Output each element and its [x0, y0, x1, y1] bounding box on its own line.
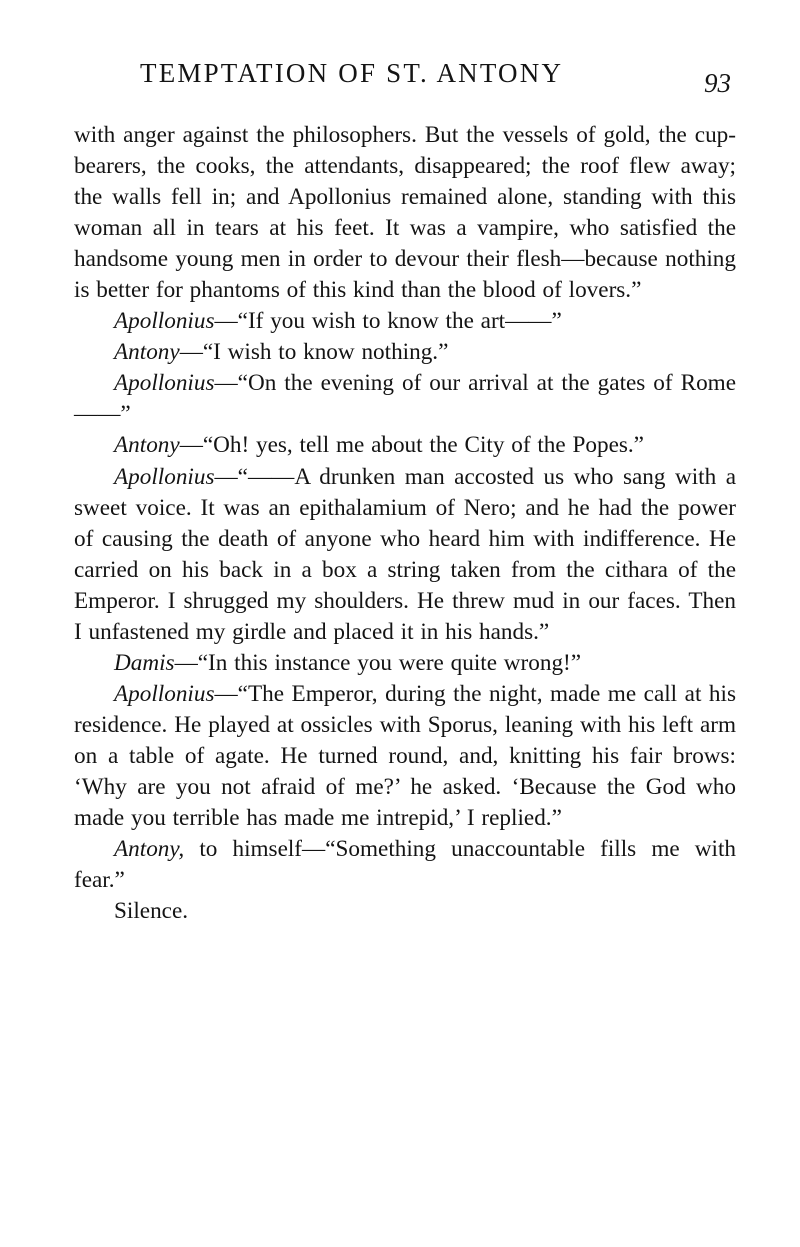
speaker-name: Antony: [114, 339, 180, 366]
speaker-name: Antony: [114, 432, 180, 459]
paragraph-text: —“The Emperor, during the night, made me call at his residence. He played at ossicles with Sporus, leaning with his left arm on a table of agate. He turned round, and, knitting his fair brows: ‘Why are you not afraid of me?’ he asked. ‘Because the God who made you terrible has made me intrepid,’ I replied.”: [74, 680, 736, 832]
paragraph: [74, 462, 736, 648]
paragraph-text: —“On the evening of our arrival at the gates of Rome——”: [74, 370, 736, 428]
paragraph: [74, 368, 736, 430]
paragraph-text: Silence.: [114, 898, 189, 925]
speaker-name: Apollonius: [114, 308, 215, 335]
speaker-name: Damis: [114, 649, 175, 676]
paragraph-text: with anger against the philosophers. But the vessels of gold, the cup-bearers, the cooks, the attendants, disappeared; the roof flew away; the walls fell in; and Apollonius remained alone, standing with this woman all in tears at his feet. It was a vampire, who satisfied the handsome young men in order to devour their flesh—because nothing is better for phantoms of this kind than the blood of lovers.”: [74, 122, 736, 304]
paragraph-text: to himself—“Something unaccountable fills me with fear.”: [74, 836, 736, 894]
paragraph: [74, 648, 736, 679]
body-text: [74, 120, 736, 927]
paragraph-text: —“Oh! yes, tell me about the City of the Popes.”: [179, 432, 644, 459]
paragraph: [74, 679, 736, 834]
paragraph: [74, 306, 736, 337]
paragraph: [74, 430, 736, 461]
speaker-name: Apollonius: [114, 463, 215, 490]
page-number: 93: [704, 68, 731, 98]
running-title: TEMPTATION OF ST. ANTONY: [140, 58, 564, 88]
paragraph-text: —“If you wish to know the art——”: [214, 308, 562, 335]
paragraph: [74, 120, 736, 306]
paragraph-text: —“——A drunken man accosted us who sang with a sweet voice. It was an epithalamium of Nero; and he had the power of causing the death of anyone who heard him with indifference. He carried on his back in a box a string taken from the cithara of the Emperor. I shrugged my shoulders. He threw mud in our faces. Then I unfastened my girdle and placed it in his hands.”: [74, 463, 736, 645]
speaker-name: Apollonius: [114, 370, 215, 397]
paragraph-text: —“In this instance you were quite wrong!”: [174, 649, 582, 676]
paragraph: [74, 834, 736, 896]
paragraph: [74, 337, 736, 368]
paragraph: [74, 896, 736, 927]
speaker-name: Antony,: [114, 836, 185, 863]
paragraph-text: —“I wish to know nothing.”: [179, 339, 449, 366]
speaker-name: Apollonius: [114, 680, 215, 707]
